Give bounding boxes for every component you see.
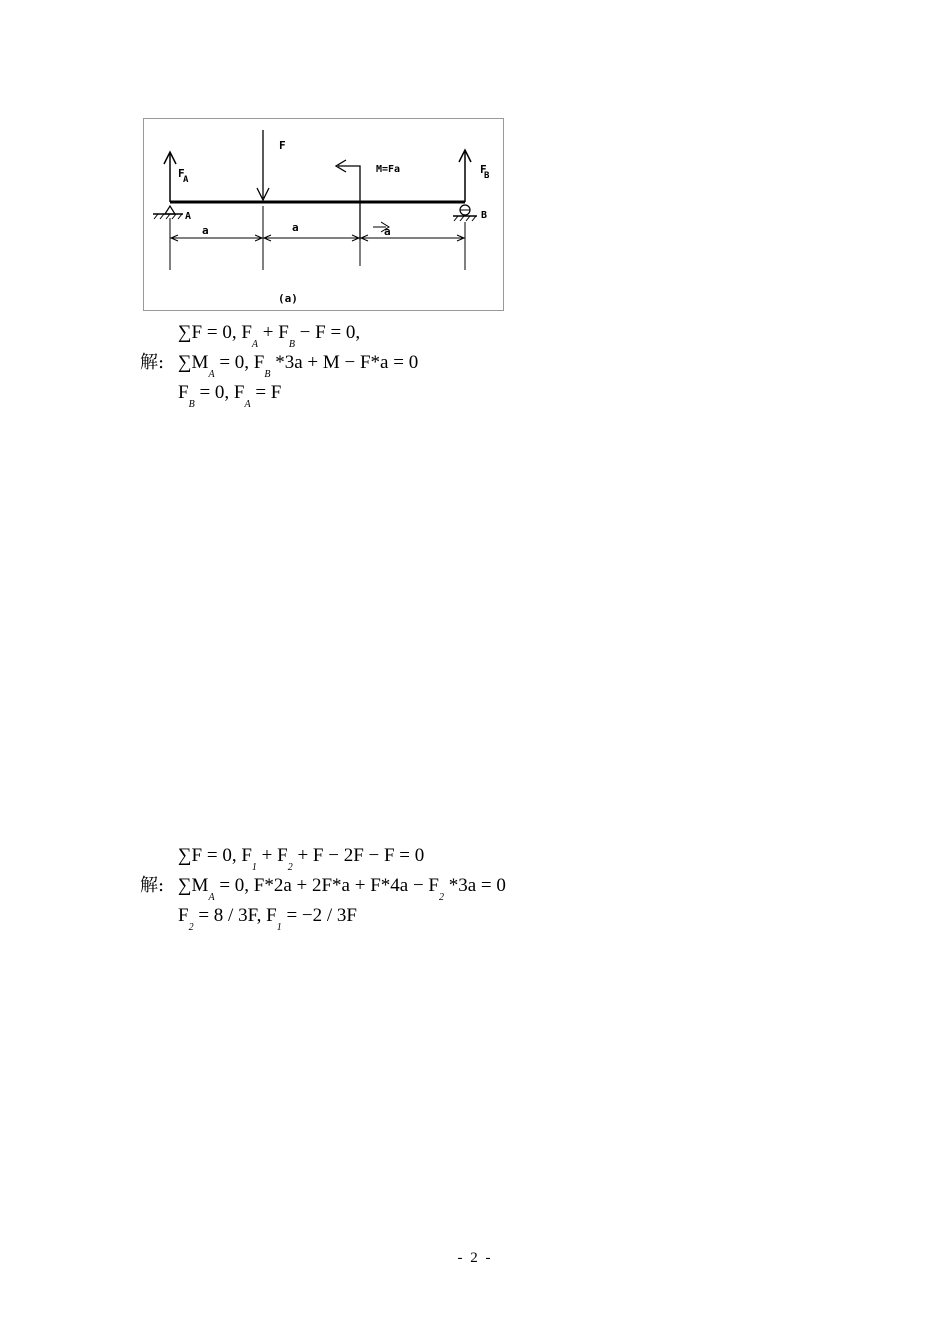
label-dim-2: a (292, 221, 299, 234)
subscript: B (188, 399, 195, 410)
subscript: A (208, 892, 215, 903)
subscript: A (208, 369, 215, 380)
label-reaction-b-sub: B (484, 171, 490, 181)
subscript: 2 (188, 922, 194, 933)
figure-frame (144, 119, 504, 311)
subscript: A (251, 339, 259, 350)
beam-figure (143, 118, 504, 311)
subscript: 1 (251, 862, 257, 873)
beam-diagram (143, 118, 504, 311)
label-reaction-a-sub: A (183, 175, 189, 185)
subscript: B (264, 369, 271, 380)
label-moment: M=Fa (376, 164, 401, 175)
label-support-a: A (185, 211, 192, 222)
label-reaction-b: F (480, 163, 487, 176)
equation: $\sum M_A = 0$, $F*2a + 2F*a + F*4a - F_2$ *3a = 0 (178, 875, 506, 903)
subscript: B (288, 339, 295, 350)
subscript: 1 (276, 922, 282, 933)
equation: ∑F = 0, $F_1 + F_2 + F - 2F - F = 0$ (178, 845, 425, 873)
solution-label: 解: (140, 875, 165, 896)
label-dim-1: a (202, 224, 209, 237)
label-force-f: F (279, 139, 286, 152)
equation: $\sum M_A = 0$, $F_B$ *3a + M − F*a = 0 (178, 352, 419, 380)
equation: $F_2 = 8 / 3F$, $F_1 = -2 / 3F$ (178, 905, 357, 933)
solution-label: 解: (140, 352, 165, 373)
equation: $F_B = 0$, $F_A = F$ (178, 382, 282, 410)
label-reaction-a: F (178, 167, 185, 180)
page-number: - 2 - (457, 1250, 493, 1266)
figure-caption: (a) (278, 292, 298, 305)
subscript: 2 (287, 862, 293, 873)
subscript: A (244, 399, 251, 410)
label-support-b: B (481, 210, 488, 221)
subscript: 2 (439, 892, 444, 903)
label-dim-3: a (384, 225, 391, 238)
equation: ∑F = 0, $F_A + F_B - F = 0$, (178, 322, 361, 350)
